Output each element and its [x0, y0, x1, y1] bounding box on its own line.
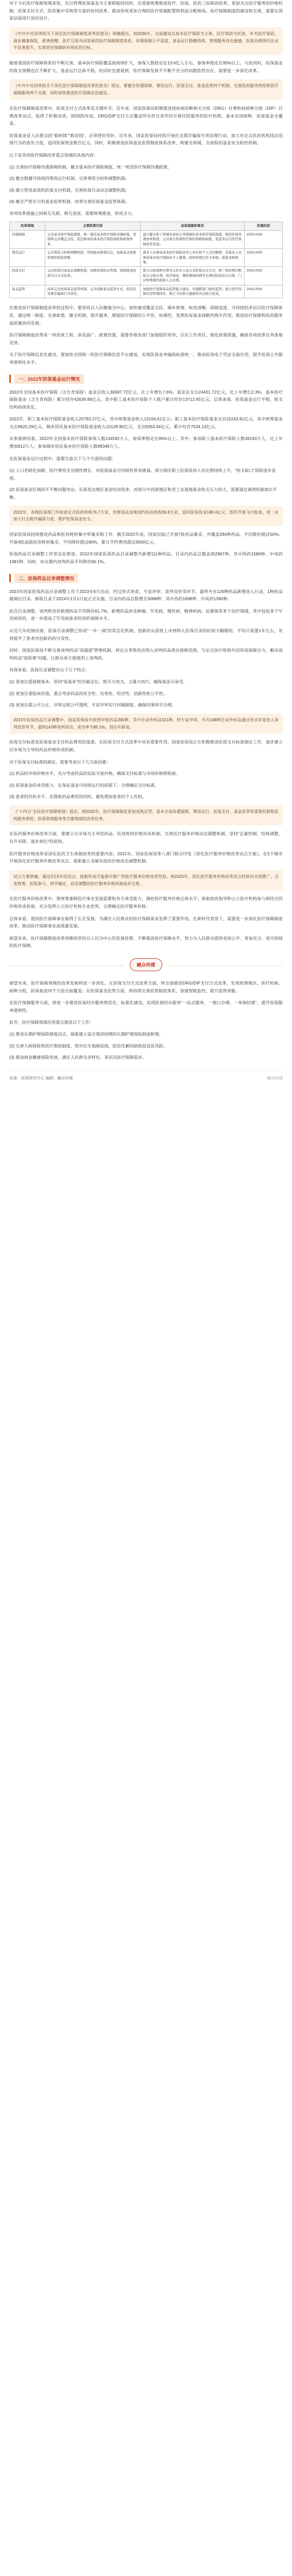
policy-callout-box-2: [9, 79, 283, 100]
list-item: (3) 更加注重公平公正。评审过程公开透明，专家评审实行回避制度，确保结果科学合理。: [9, 703, 176, 708]
list-item: (1) 人口老龄化加剧，医疗费用支出刚性增长，对医保基金可持续性带来挑战。部分地区职工医保退休人员比例持续上升，"收支缺口"风险逐步显现。: [9, 468, 276, 481]
table-cell: 待遇保障: [10, 230, 45, 248]
heading-accent-bar: [9, 574, 11, 582]
list-item: (1) 药品的市场价格水平，充分考虑药品的实际交易价格，确保支付标准与市场价格相衔接。: [9, 771, 180, 776]
policy-callout-box-4: [9, 714, 283, 734]
intro-paragraph-1: 对于今后医疗保障领域来说，在以管理医保基金为主要职能的同时，还需要统筹推进医疗、医保、医药三医联动改革，更加关注医疗服务的价格机制、医保支付方式、医药集中采购等方面的协同改革，推动形成更加合理的医疗资源配置和利益分配格局。医疗保障制度的建设和完善，需要在国家层面进行顶层设计。: [9, 1, 283, 21]
table-cell: 基金监管: [10, 285, 45, 298]
section-heading-1: [9, 374, 283, 384]
list-item: (1) 完善医疗保障待遇保障机制，健全基本医疗保险制度，统一规范医疗保障待遇政策。: [9, 164, 172, 170]
section10-paragraph-1: 总体来看，我国医疗保障事业取得了长足发展，为满足人民群众的医疗保障需求发挥了重要作用。在新时代背景下，需要进一步深化医疗保障制度改革，推动医疗保障事业高质量发展。: [9, 916, 283, 929]
policy-callout-box-3: [9, 506, 283, 527]
article-footer: [9, 1070, 283, 1081]
callout-text: 《中共中央国务院关于深化医疗保障制度改革的意见》提出，要健全待遇保障、筹资运行、医保支付、基金监管四个机制，完善医药服务供给和医疗保障服务两个支撑，同时加快推进医疗保障法治建设。: [13, 83, 279, 96]
table-cell: 筹资运行: [10, 249, 45, 267]
callout-text: 2022年，各级医保部门共检查定点医药机构76.7万家，处理违法违规违约医药机构39.8万家，追回医保资金188.4亿元；组织开展飞行检查，进一步加大打击欺诈骗保力度，维护医保基金安全。: [13, 510, 279, 522]
callout-text: 《"十四五"全民医疗保障规划》提出，到2025年，医疗保障制度更加成熟定型，基本完成待遇保障、筹资运行、医保支付、基金监管等重要机制和医药服务供给、医保管理服务等关键领域的改革任务。: [13, 809, 279, 821]
list-item: (1) 推进长期护理保险制度试点，探索建立适合我国国情的长期护理保险制度框架。: [9, 1031, 163, 1037]
list-item: (2) 健全稳健可持续的筹资运行机制，完善筹资分担和调整机制。: [9, 176, 130, 181]
callout-text: 《中共中央国务院关于深化医疗保障制度改革的意见》明确提出，到2030年，全面建成以基本医疗保险为主体，医疗救助为托底，补充医疗保险、商业健康保险、慈善捐赠、医疗互助共同发展的医疗保障制度体系，待遇保障公平适度，基金运行稳健持续，管理服务优化便捷，医保治理现代化水平显著提升，实现更好保障病有所医的目标。: [13, 31, 279, 50]
section-divider: [9, 958, 283, 973]
heading-accent-bar: [9, 375, 11, 383]
table-row: [10, 249, 283, 267]
list-item: (2) 医保基金的承受能力，在保证基金可持续运行的前提下，合理确定支付标准。: [9, 783, 159, 788]
section6-paragraph-2: 此次目录调整，谈判和竞价新增药品平均降价61.7%。新增药品涉及肿瘤、罕见病、慢性病、精神疾病、抗感染等多个治疗领域，其中包括多个罕见病用药，进一步提高了罕见病患者的用药保障水平。: [9, 608, 283, 621]
table-header-cell: 改革领域: [10, 222, 45, 230]
table-cell: 2020-2025: [244, 249, 282, 267]
policy-callout-box-5: [9, 805, 283, 826]
intro-paragraph-2: 随着我国医疗保障体系的不断完善，基本医疗保险覆盖面持续扩大，参保人数稳定在13.6亿人左右，参保率稳定在95%以上。与此同时，医保基金的收支规模也在不断扩大，基金运行总体平稳。但同时也要看到，医疗保障发展不平衡不充分的问题依然存在，需要进一步深化改革。: [9, 61, 283, 73]
list-item: (2) 完善大病保险和医疗救助制度，筑牢民生保障底线，防范化解因病致贫返贫风险。: [9, 1043, 168, 1048]
section9-paragraph-3: 在医疗服务价格改革中，要统筹兼顾医疗事业发展需要和各方承受能力，调控医疗服务价格总体水平；探索政府指导和公立医疗机构参与相结合的价格形成机制，充分发挥公立医疗机构专业优势，合理确定医疗服务价格。: [9, 896, 283, 909]
list-title: 具体来看，医保目录调整有以下几个特点：: [9, 668, 90, 673]
divider-label: 融众传媒: [130, 958, 162, 971]
table-cell: 2020-2025: [244, 230, 282, 248]
section6-paragraph-1: 2023年国家医保药品目录调整工作于2023年6月启动，经过形式审查、专家评审、谈判竞价等环节，最终共有126种药品新增进入目录，1种药品被调出目录。新版目录于2024年1月1日起正式实施，目录内药品总数增至3088种，其中西药1698种、中成药1390种。: [9, 589, 283, 602]
policy-table: [9, 222, 283, 298]
section3-paragraph-1: 2022年全国基本医疗保险（含生育保险）基金总收入30697.72亿元，比上年增长7.6%；基金总支出24431.72亿元，比上年增长2.3%。基本医疗保险基金（含生育保险）累计结存42639.89亿元，其中职工基本医疗保险个人账户累计结存13712.65亿元。总体来看，医保基金运行平稳，收支结构持续优化。: [9, 389, 283, 410]
list-item: (2) 更加注重临床价值。重点考虑药品的安全性、有效性、经济性、创新性和公平性。: [9, 691, 168, 696]
table-cell: 完善基本医疗保险制度，统一规范基本医疗保险待遇政策，坚持和完善覆盖全民、依法参加的基本医疗保险制度和政策体系。: [45, 230, 141, 248]
list-item: (4) 健全严密有力的基金监管机制，改革完善医保基金监管体制。: [9, 199, 130, 205]
list1-note: 各项改革措施之间相互关联、相互促进，需要统筹推进，形成合力。: [9, 211, 136, 216]
table-header-cell: 实施时间: [244, 222, 282, 230]
table-cell: 推行以按病种付费为主的多元复合式医保支付方式，推广按疾病诊断相关分组付费，医疗康复、慢性精神疾病等长期住院按床日付费，门诊特殊慢性病按人头付费。: [141, 267, 244, 285]
table-cell: 完善医保目录动态调整机制，创新医保协议管理，持续推进医保支付方式改革。: [45, 267, 141, 285]
table-cell: 就业人员参加基本医疗保险由用人单位和个人共同缴费；非就业人员参加基本医疗保险由个人缴费，政府按规定给予补助；推进省级统筹。: [141, 249, 244, 267]
section5-paragraph-1: 国家医保局持续推进药品和医用耗材集中带量采购工作，截至2022年底，国家层面已开展7批药品集采，共覆盖294种药品，平均降价超过50%；开展4批高值医用耗材集采，平均降价超过80%，累计节约费用超过3000亿元。: [9, 532, 283, 545]
section9-paragraph-2: 医疗服务价格改革是深化医药卫生体制改革的重要内容。2021年，国家医保局等八部门联合印发《深化医疗服务价格改革试点方案》，在5个城市开展深化医疗服务价格改革试点，探索建立灵敏有度的价格动态调整机制。: [9, 851, 283, 864]
policy-callout-box-1: [9, 27, 283, 55]
table-cell: 改革完善医保基金监管体制，完善创新基金监管方式，依法追究欺诈骗保行为责任。: [45, 285, 141, 298]
footer-source: 来源：医保研究中心 编辑：融众传媒: [9, 1075, 73, 1080]
section1-paragraph-1: 在医疗保障制度改革中，医保支付方式改革是关键环节。近年来，国家医保局积极推进按疾病诊断相关分组（DRG）付费和按病种分值（DIP）付费改革试点，取得了积极成效。到2025年底，DRG/DIP支付方式覆盖所有符合条件的开展住院服务的医疗机构，基本实现病种、医保基金全覆盖。: [9, 106, 283, 126]
table-row: [10, 230, 283, 248]
table-cell: 医保支付: [10, 267, 45, 285]
footer-brand: 融众传媒: [267, 1075, 283, 1080]
section2-paragraph-3: 关于医疗保障信息化建设，要加快全国统一的医疗保障信息平台建设，实现医保业务编码标准统一，推动医保电子凭证全面应用，提升医保公共服务便利化水平。: [9, 352, 283, 365]
section4-paragraph-1: 在医保基金运行过程中，需要注意以下几个方面的问题：: [9, 456, 116, 461]
section2-paragraph-1: 在推进医疗保障制度改革的过程中，要坚持以人民健康为中心，加快建成覆盖全民、城乡统筹、权责清晰、保障适度、可持续的多层次医疗保障体系，通过统一制度、完善政策、健全机制、提升服务，增强医疗保障的公平性、协调性，发挥医保基金战略性购买作用，推进医疗保障和医药服务高质量协同发展。: [9, 306, 283, 326]
list-item: (3) 患者的负担水平，在降低药品费用的同时，避免增加患者的个人负担。: [9, 794, 147, 800]
table-cell: 2020-2025: [244, 267, 282, 285]
article-page: [9, 0, 283, 1081]
section-heading-2: [9, 573, 283, 583]
section1-paragraph-2: 医保基金是人民群众的"看病钱""救命钱"，必须管好用好。近年来，国家医保局持续开展打击欺诈骗保专项治理行动，加大对定点医药机构违法违规行为的查处力度，追回医保资金数百亿元。同时，积极推进医保基金监管制度体系改革，构建全领域、全流程的基金安全防控机制。: [9, 133, 283, 146]
section9-paragraph-1: 在医药服务价格改革方面，要建立以市场为主导的药品、医用耗材价格形成机制，完善医疗服务价格动态调整机制，坚持"总量控制、结构调整、有升有降、逐步到位"的原则。: [9, 832, 283, 844]
section2-paragraph-2: 医疗保障制度改革是一项系统工程，涉及面广、政策性强，需要各地各部门加强组织领导，压实工作责任，细化政策措施，确保各项改革任务落地见效。: [9, 333, 283, 345]
list-item: (3) 建立管用高效的医保支付机制，完善医保目录动态调整机制。: [9, 188, 130, 193]
table-row: [10, 267, 283, 285]
policy-callout-box-6: [9, 870, 283, 891]
section11-paragraph-2: 在医疗保障服务方面，将进一步推进医保经办服务规范化、标准化建设，实现医保经办服务"一站式服务、一窗口办理、一单制结算"，提升医保服务便利性。: [9, 1001, 283, 1013]
section10-paragraph-2: 展望未来，医疗保障制度改革将继续坚持以人民为中心的发展思想，不断提高医疗保障水平，努力为人民群众提供更加公平、更加充分、更可持续的医疗保障。: [9, 936, 283, 948]
heading-text: 二、医保药品目录调整情况: [14, 573, 78, 583]
table-header-cell: 主要政策内容: [45, 222, 141, 230]
heading-text: 一、2022年医保基金运行情况: [14, 374, 84, 384]
list-item: (3) 推动商业健康保险发展，满足人民群众多样化、多层次医疗保障需求。: [9, 1055, 147, 1060]
table-header-row: [10, 222, 283, 230]
table-header-cell: 具体措施和要求: [141, 222, 244, 230]
section8-paragraph-1: 医保支付标准是医保基金支付药品费用的基准，在医保支付方式改革中具有重要作用。国家医保局正在积极推进医保支付标准制定工作，逐步建立以市场为主导的药品价格形成机制。: [9, 740, 283, 752]
callout-text: 试点方案明确，通过3至5年的试点，探索形成可复制可推广的医疗服务价格改革经验。到2025年，深化医疗服务价格改革试点经验向全国推广，分类管理、医院参与、科学确定、动态调整的医疗服务价格机制逐步完善。: [13, 874, 279, 886]
section5-paragraph-2: 医保药品目录调整工作常态化推进。2022年国家医保药品目录调整共新增111种药品，目录内药品总数达到2967种，其中西药1586种、中成药1381种。同时，协议期内谈判药品平均降价60.1%。: [9, 552, 283, 565]
section6-paragraph-3: 从近几年的情况看，医保目录调整已形成"一年一调"的常态化机制，创新药从获批上市到纳入医保目录的时间大幅缩短，平均只需要1年左右，有效提升了患者对创新药的可及性。: [9, 628, 283, 641]
callout-text: 2023年医保药品目录调整中，国家医保局共收到申报药品390种，其中目录外药品321种。经专家评审，共有168种目录外药品通过形式审查进入谈判竞价环节，最终143种谈判成功，成功率为85.1%，创历年新高。: [13, 717, 279, 730]
table-cell: 2020-2030: [244, 285, 282, 298]
list-title: 此外，医疗保障领域还将重点推进以下工作：: [9, 1020, 94, 1025]
table-row: [10, 285, 283, 298]
section3-paragraph-2: 2022年，职工基本医疗保险基金收入20793.27亿元，其中统筹基金收入13164.61亿元；职工基本医疗保险基金支出15243.81亿元，其中统筹基金支出9620.29亿元。城乡居民基本医疗保险基金收入10128.90亿元，支出9353.44亿元，累计结存7534.13亿元。: [9, 417, 283, 429]
list-item: (2) 医保基金区域间不平衡问题突出。东部发达地区基金结余较多，而部分中西部地区和老工业基地基金收支压力较大，需要通过调剂机制加以平衡。: [9, 487, 277, 500]
table-cell: 加强医疗保障基金监管能力建设，实施跨部门协同监管；建立医疗保障信用管理体系，推行守信联合激励和失信联合惩戒。: [141, 285, 244, 298]
section11-paragraph-1: 展望未来，医疗保障领域的改革发展将进一步深化。在医保支付方式改革方面，将全面推进DRG/DIP支付方式改革，实现统筹地区、医疗机构、病种分组、医保基金四个方面全面覆盖；在医保基金监管方面，将持续完善监管制度体系，加强智能监控，提升监管效能。: [9, 981, 283, 993]
section6-paragraph-4: 同时，国家医保局不断完善谈判药品"双通道"管理机制，将定点零售药店纳入谈判药品供应保障范围，与定点医疗机构共同形成保障合力，解决谈判药品"进院难"问题，让群众更方便地用上谈判药。: [9, 648, 283, 660]
list-item: (1) 更加注重保障基本。坚持"保基本"的功能定位，既尽力而为，又量力而行，确保基金可承受。: [9, 679, 187, 684]
section3-paragraph-3: 从参保情况看，2022年全国基本医疗保险参保人数134592万人，参保率稳定在95%以上。其中，参加职工基本医疗保险人数36243万人，比上年增加812万人；参加城乡居民基本医疗保险人数98349万人。: [9, 436, 283, 449]
divider-badge: [125, 958, 167, 971]
list1-title: 以下是各项医疗保障改革重点领域的具体内容：: [9, 152, 98, 158]
list-title: 对于医保支付标准的制定，需要考虑以下几方面因素：: [9, 759, 111, 765]
table-cell: 建立健全职工和城乡居民分类保障的基本医疗保险制度，规范医保待遇清单制度；完善重大疾病医疗保险和救助制度，促进多层次医疗保障体系发展。: [141, 230, 244, 248]
table-cell: 完善筹资分担和调整机制，巩固提高统筹层次，加强基金预算管理和风险预警。: [45, 249, 141, 267]
